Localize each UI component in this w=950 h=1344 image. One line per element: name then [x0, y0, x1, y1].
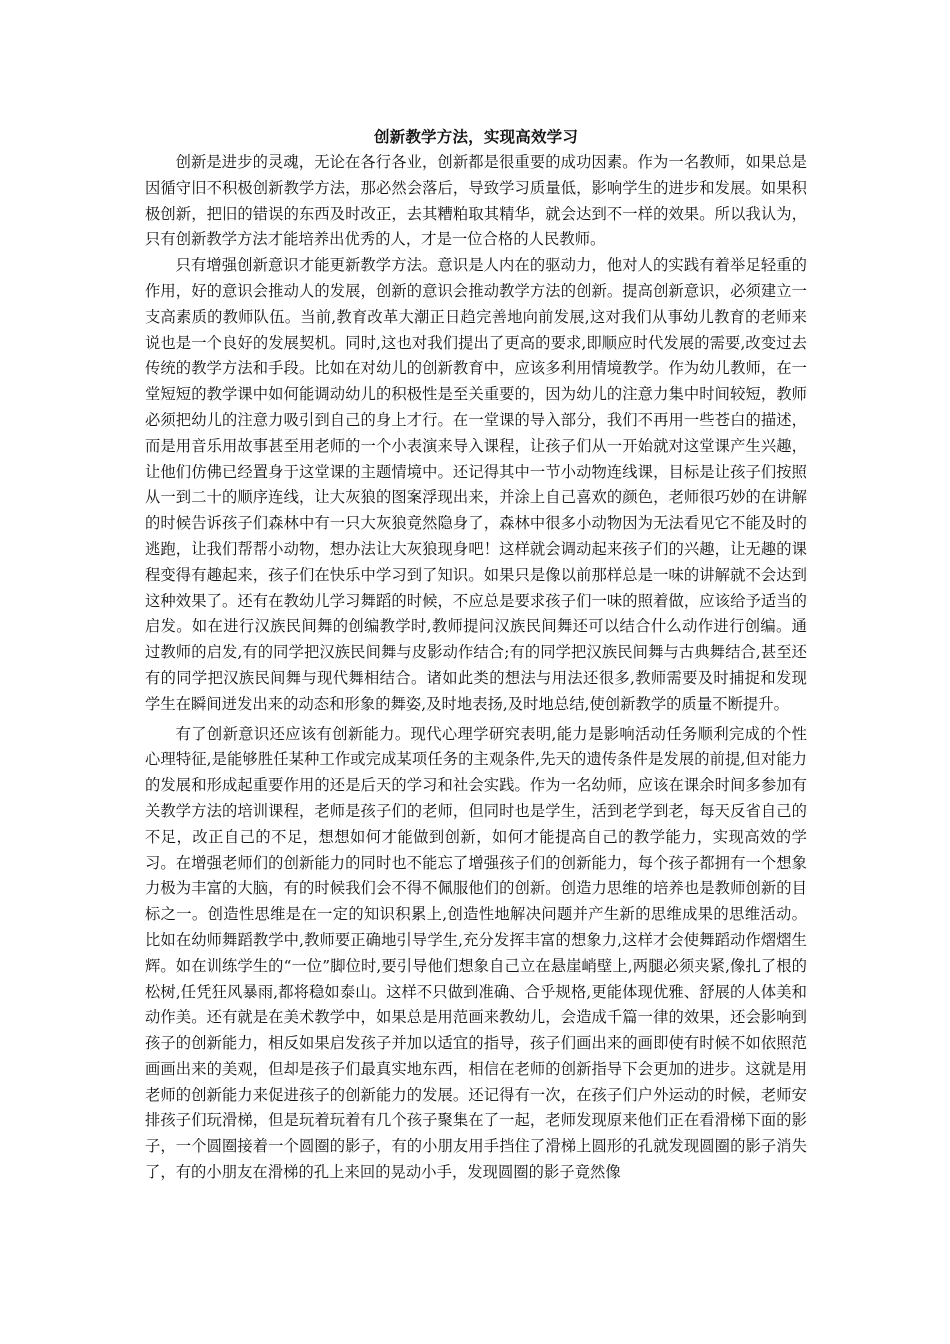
paragraph-1: 创新是进步的灵魂，无论在各行各业，创新都是很重要的成功因素。作为一名教师，如果总是因循守旧不积极创新教学方法，那必然会落后，导致学习质量低，影响学生的进步和发展。如果积极创新，把旧的错误的东西及时改正，去其糟粕取其精华，就会达到不一样的效果。所以我认为，只有创新教学方法才能培养出优秀的人，才是一位合格的人民教师。	[145, 153, 807, 249]
document-page	[145, 124, 807, 1186]
paragraph-2: 只有增强创新意识才能更新教学方法。意识是人内在的驱动力，他对人的实践有着举足轻重的作用，好的意识会推动人的发展，创新的意识会推动教学方法的创新。提高创新意识，必须建立一支高素质的教师队伍。当前,教育改革大潮正日趋完善地向前发展,这对我们从事幼儿教育的老师来说也是一个良好的发展契机。同时,这也对我们提出了更高的要求,即顺应时代发展的需要,改变过去传统的教学方法和手段。比如在对幼儿的创新教育中，应该多利用情境教学。作为幼儿教师，在一堂短短的教学课中如何能调动幼儿的积极性是至关重要的，因为幼儿的注意力集中时间较短，教师必须把幼儿的注意力吸引到自己的身上才行。在一堂课的导入部分，我们不再用一些苍白的描述，而是用音乐用故事甚至用老师的一个小表演来导入课程，让孩子们从一开始就对这堂课产生兴趣，让他们仿佛已经置身于这堂课的主题情境中。还记得其中一节小动物连线课，目标是让孩子们按照从一到二十的顺序连线，让大灰狼的图案浮现出来，并涂上自己喜欢的颜色，老师很巧妙的在讲解的时候告诉孩子们森林中有一只大灰狼竟然隐身了，森林中很多小动物因为无法看见它不能及时的逃跑，让我们帮帮小动物，想办法让大灰狼现身吧！这样就会调动起来孩子们的兴趣，让无趣的课程变得有趣起来，孩子们在快乐中学习到了知识。如果只是像以前那样总是一味的讲解就不会达到这种效果了。还有在教幼儿学习舞蹈的时候，不应总是要求孩子们一味的照着做，应该给予适当的启发。如在进行汉族民间舞的创编教学时,教师提问汉族民间舞还可以结合什么动作进行创编。通过教师的启发,有的同学把汉族民间舞与皮影动作结合;有的同学把汉族民间舞与古典舞结合,甚至还有的同学把汉族民间舞与现代舞相结合。诸如此类的想法与用法还很多,教师需要及时捕捉和发现学生在瞬间迸发出来的动态和形象的舞姿,及时地表扬,及时地总结,使创新教学的质量不断提升。	[145, 256, 807, 713]
document-title: 创新教学方法，实现高效学习	[373, 127, 579, 146]
paragraph-3: 有了创新意识还应该有创新能力。现代心理学研究表明,能力是影响活动任务顺利完成的个性心理特征,是能够胜任某种工作或完成某项任务的主观条件,先天的遗传条件是发展的前提,但对能力的发展和形成起重要作用的还是后天的学习和社会实践。作为一名幼师，应该在课余时间多参加有关教学方法的培训课程，老师是孩子们的老师，但同时也是学生，活到老学到老，每天反省自己的不足，改正自己的不足，想想如何才能做到创新，如何才能提高自己的教学能力，实现高效的学习。在增强老师们的创新能力的同时也不能忘了增强孩子们的创新能力，每个孩子都拥有一个想象力极为丰富的大脑，有的时候我们会不得不佩服他们的创新。创造力思维的培养也是教师创新的目标之一。创造性思维是在一定的知识积累上,创造性地解决问题并产生新的思维成果的思维活动。比如在幼师舞蹈教学中,教师要正确地引导学生,充分发挥丰富的想象力,这样才会使舞蹈动作熠熠生辉。如在训练学生的“一位”脚位时,要引导他们想象自己立在悬崖峭壁上,两腿必须夹紧,像扎了根的松树,任凭狂风暴雨,都将稳如泰山。这样不只做到准确、合乎规格,更能体现优雅、舒展的人体美和动作美。还有就是在美术教学中，如果总是用范画来教幼儿，会造成千篇一律的效果，还会影响到孩子的创新能力，相反如果启发孩子并加以适宜的指导，孩子们画出来的画即使有时候不如依照范画画出来的美观，但却是孩子们最真实地东西，相信在老师的创新指导下会更加的进步。这就是用老师的创新能力来促进孩子的创新能力的发展。还记得有一次，在孩子们户外运动的时候，老师安排孩子们玩滑梯，但是玩着玩着有几个孩子聚集在了一起，老师发现原来他们正在看滑梯下面的影子，一个圆圈接着一个圆圈的影子，有的小朋友用手挡住了滑梯上圆形的孔就发现圆圈的影子消失了，有的小朋友在滑梯的孔上来回的晃动小手，发现圆圈的影子竟然像	[145, 724, 807, 1182]
